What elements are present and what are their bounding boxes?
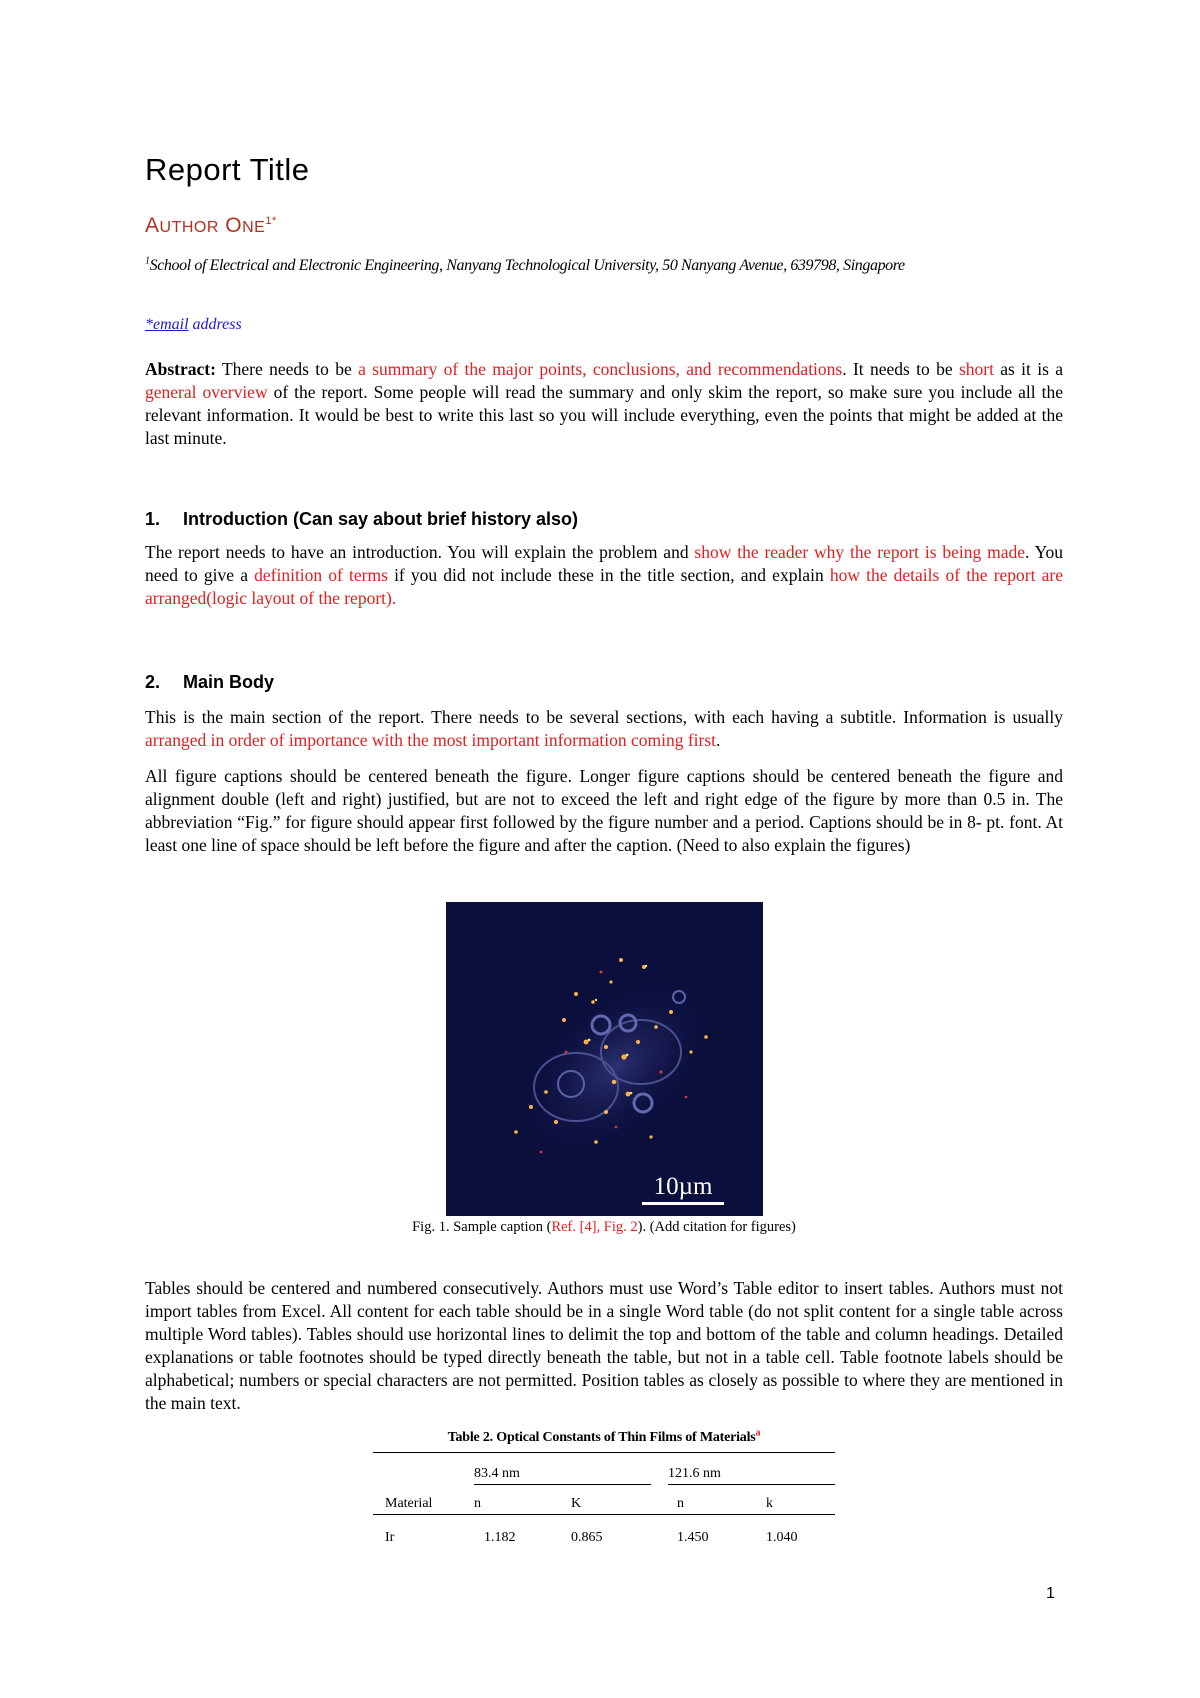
table-header-cell: n [677, 1496, 684, 1511]
table-footnote-marker: a [755, 1427, 761, 1439]
author-first-initial: A [145, 214, 160, 237]
table-cell: 1.182 [484, 1530, 516, 1545]
body-text: . You need to give a [145, 542, 1063, 585]
optical-constants-table [373, 1427, 835, 1545]
author-superscript: 1* [265, 215, 277, 227]
scale-bar-label: 10µm [653, 1173, 713, 1200]
table-cell: 1.450 [677, 1530, 709, 1545]
abstract-text: of the report. Some people will read the summary and only skim the report, so make sure you include all the relevant information. It would be best to write this last so you will include everything, even the points that might be added at the last minute. [145, 382, 1063, 448]
section-title: Introduction (Can say about brief history also) [183, 509, 579, 529]
section-heading-introduction [145, 509, 1063, 530]
body-highlight: how the details of the report are arranged(logic layout of the report) [145, 565, 1064, 608]
abstract-text: There needs to be [215, 359, 359, 379]
table-cell: 0.865 [571, 1530, 603, 1545]
page-number: 1 [1046, 1585, 1055, 1602]
abstract-highlight: short [958, 359, 994, 379]
introduction-paragraph [145, 541, 1063, 610]
author-last-rest: NE [242, 219, 266, 236]
table-group-rule [668, 1484, 835, 1485]
table-title-text: Table 2. Optical Constants of Thin Films of Materials [447, 1430, 756, 1445]
email-link[interactable]: *email [145, 316, 189, 333]
abstract-paragraph [145, 358, 1063, 450]
abstract-text: . It needs to be [842, 359, 959, 379]
affiliation-text: School of Electrical and Electronic Engineering, Nanyang Technological University, 50 Nanyang Avenue, 639798, Singapore [149, 257, 905, 274]
abstract-highlight: general overview [145, 382, 268, 402]
table-group-header: 83.4 nm [474, 1466, 520, 1481]
author-name [145, 214, 277, 238]
table-group-header: 121.6 nm [668, 1466, 721, 1481]
abstract-label: Abstract: [145, 359, 216, 379]
table-top-rule [373, 1452, 835, 1453]
table-guidelines-paragraph: Tables should be centered and numbered consecutively. Authors must use Word’s Table editor to insert tables. Authors must not import tables from Excel. All content for each table should be in a single Word table (do not split content for a single table across multiple Word tables). Tables should use horizontal lines to delimit the top and bottom of the table and column headings. Detailed explanations or table footnotes should be typed directly beneath the table, but not in a table cell. Table footnote labels should be alphabetical; numbers or special characters are not permitted. Position tables as closely as possible to where they are mentioned in the main text. [145, 1278, 1063, 1413]
table-header-rule [373, 1514, 835, 1515]
section-heading-main-body [145, 672, 1063, 693]
table-group-rule [474, 1484, 651, 1485]
body-text: if you did not include these in the title section, and explain [387, 565, 830, 585]
table-header-cell: K [571, 1496, 582, 1511]
figure-guidelines-paragraph: All figure captions should be centered beneath the figure. Longer figure captions should be centered beneath the figure and alignment double (left and right) justified, but are not to exceed the left and right edge of the figure by more than 0.5 in. The abbreviation “Fig.” for figure should appear first followed by the figure number and a period. Captions should be in 8- pt. font. At least one line of space should be left before the figure and after the caption. (Need to also explain the figures) [145, 766, 1063, 855]
sample-figure-image [446, 902, 763, 1216]
email-line [145, 316, 1063, 334]
report-title: Report Title [145, 152, 310, 187]
body-highlight: arranged in order of importance with the most important information coming first [145, 730, 717, 750]
body-highlight: show the reader why the report is being made [694, 542, 1026, 562]
table-cell: 1.040 [766, 1530, 798, 1545]
author-last-initial: O [225, 214, 243, 237]
table-header-cell: n [474, 1496, 481, 1511]
caption-text: ). (Add citation for figures) [637, 1219, 796, 1235]
microscopy-image [446, 902, 763, 1216]
scale-bar [642, 1202, 724, 1205]
body-text: . [391, 588, 397, 608]
body-highlight: definition of terms [254, 565, 388, 585]
author-first-rest: UTHOR [159, 219, 219, 236]
body-text: This is the main section of the report. There needs to be several sections, with each having a subtitle. Information is usually [145, 707, 1063, 727]
table-header-cell: k [766, 1496, 773, 1511]
abstract-highlight: a summary of the major points, conclusions, and recommendations [358, 359, 843, 379]
figure-caption [145, 1219, 1063, 1236]
affiliation-superscript: 1 [145, 255, 150, 267]
section-number: 1. [145, 509, 161, 529]
affiliation [145, 254, 1063, 277]
body-text: . [716, 730, 721, 750]
caption-reference: Ref. [4], Fig. 2 [551, 1219, 638, 1235]
abstract-text: as it is a [993, 359, 1064, 379]
body-text: The report needs to have an introduction. You will explain the problem and [145, 542, 695, 562]
section-title: Main Body [183, 672, 275, 692]
caption-text: Fig. 1. Sample caption ( [412, 1219, 552, 1235]
main-body-paragraph [145, 706, 1063, 752]
table-title [373, 1427, 835, 1446]
table-header-cell: Material [385, 1496, 433, 1511]
table-cell: Ir [385, 1530, 395, 1545]
section-number: 2. [145, 672, 161, 692]
email-rest: address [188, 316, 242, 333]
